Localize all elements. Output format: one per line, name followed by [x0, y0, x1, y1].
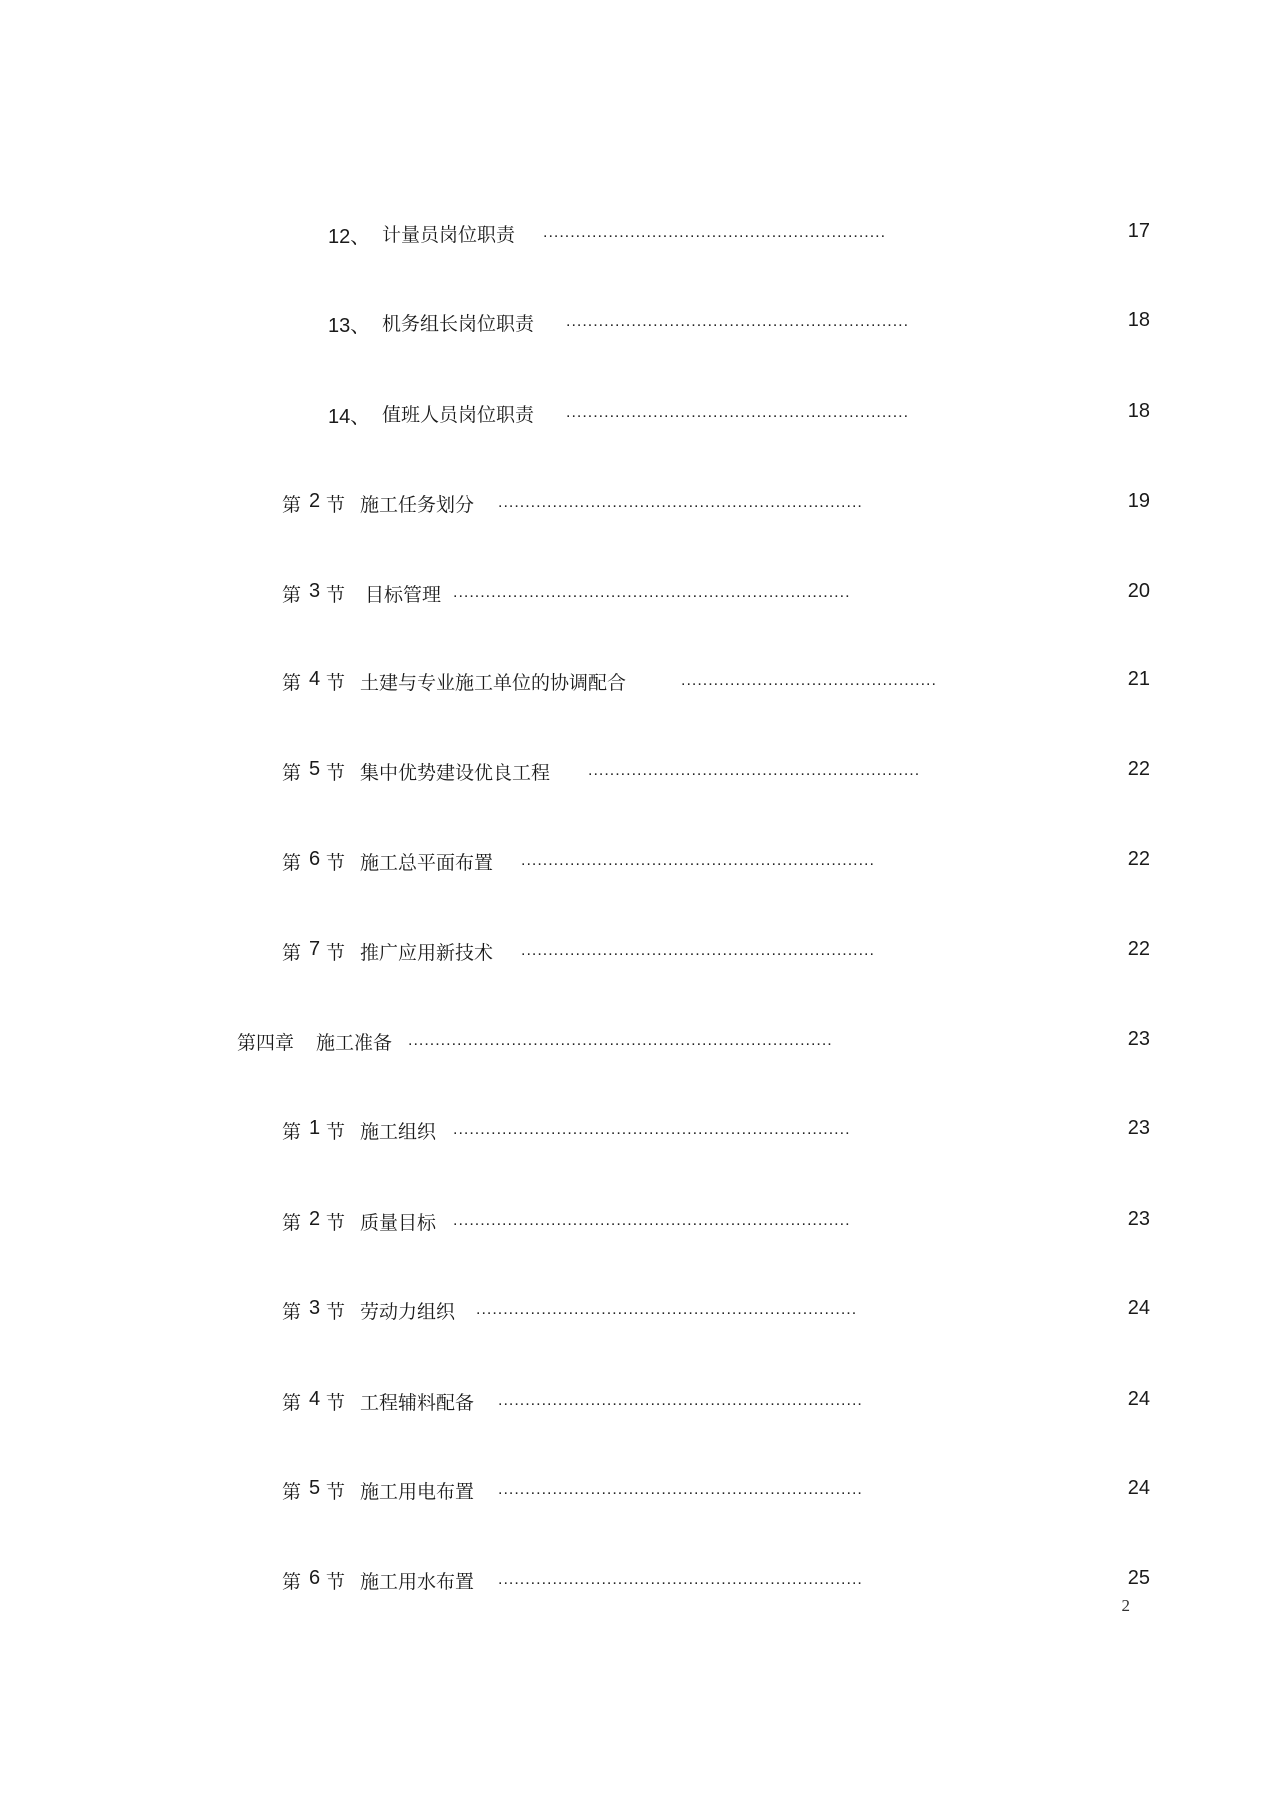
section-suffix: 节: [326, 942, 346, 964]
toc-item[interactable]: [0, 309, 1275, 339]
item-title: 集中优势建设优良工程: [360, 762, 551, 784]
toc-item[interactable]: [0, 848, 1275, 878]
dot-leader: ...............................................................: [543, 224, 887, 241]
section-number: 5: [309, 758, 321, 780]
dot-leader: .........................................................................: [453, 1212, 851, 1229]
dot-leader: ..............................................................................: [408, 1032, 833, 1049]
page-number: 24: [1127, 1297, 1150, 1319]
toc-item[interactable]: [0, 668, 1275, 698]
dot-leader: ...................................................................: [498, 1571, 863, 1588]
item-title: 计量员岗位职责: [382, 224, 516, 246]
toc-item[interactable]: [0, 1208, 1275, 1238]
section-number: 4: [309, 1388, 321, 1410]
item-title: 施工组织: [360, 1121, 437, 1143]
section-number: 6: [309, 1567, 321, 1589]
item-title: 施工任务划分: [360, 494, 475, 516]
page-number: 21: [1127, 668, 1150, 690]
dot-leader: ...................................................................: [498, 1392, 863, 1409]
page-number: 17: [1127, 220, 1150, 242]
section-prefix: 第: [282, 1571, 302, 1593]
item-number: 13、: [328, 315, 371, 337]
dot-leader: ...................................................................: [498, 1481, 863, 1498]
dot-leader: ...............................................: [681, 672, 937, 689]
dot-leader: ......................................................................: [476, 1301, 858, 1318]
page-number: 22: [1127, 758, 1150, 780]
page-number: 22: [1127, 938, 1150, 960]
toc-item[interactable]: [0, 1477, 1275, 1507]
section-number: 2: [309, 1208, 321, 1230]
toc-item[interactable]: [0, 1117, 1275, 1147]
item-title: 施工总平面布置: [360, 852, 494, 874]
page-number: 23: [1127, 1028, 1150, 1050]
item-title: 推广应用新技术: [360, 942, 494, 964]
toc-item[interactable]: [0, 490, 1275, 520]
dot-leader: ...............................................................: [566, 313, 910, 330]
page-number: 25: [1127, 1567, 1150, 1589]
section-prefix: 第: [282, 942, 302, 964]
section-prefix: 第: [282, 762, 302, 784]
item-title: 土建与专业施工单位的协调配合: [360, 672, 627, 694]
chapter-label: 第四章: [237, 1032, 295, 1054]
page-number: 18: [1127, 400, 1150, 422]
dot-leader: .........................................................................: [453, 584, 851, 601]
section-prefix: 第: [282, 494, 302, 516]
dot-leader: ...................................................................: [498, 494, 863, 511]
section-number: 4: [309, 668, 321, 690]
page-number: 24: [1127, 1477, 1150, 1499]
page-number: 18: [1127, 309, 1150, 331]
toc-item[interactable]: [0, 400, 1275, 430]
section-prefix: 第: [282, 584, 302, 606]
dot-leader: .................................................................: [521, 852, 875, 869]
page-number: 23: [1127, 1117, 1150, 1139]
toc-item[interactable]: [0, 1297, 1275, 1327]
page-number: 23: [1127, 1208, 1150, 1230]
section-prefix: 第: [282, 1392, 302, 1414]
section-prefix: 第: [282, 1481, 302, 1503]
section-suffix: 节: [326, 1481, 346, 1503]
section-suffix: 节: [326, 1571, 346, 1593]
dot-leader: .............................................................: [588, 762, 921, 779]
section-number: 6: [309, 848, 321, 870]
section-suffix: 节: [326, 1212, 346, 1234]
section-suffix: 节: [326, 1121, 346, 1143]
item-title: 目标管理: [365, 584, 442, 606]
toc-item[interactable]: [0, 758, 1275, 788]
item-number: 14、: [328, 406, 371, 428]
item-title: 施工用水布置: [360, 1571, 475, 1593]
item-title: 值班人员岗位职责: [382, 404, 535, 426]
section-number: 3: [309, 1297, 321, 1319]
section-suffix: 节: [326, 852, 346, 874]
section-suffix: 节: [326, 762, 346, 784]
section-suffix: 节: [326, 1392, 346, 1414]
toc-item[interactable]: [0, 220, 1275, 250]
section-number: 5: [309, 1477, 321, 1499]
section-number: 7: [309, 938, 321, 960]
page-number: 19: [1127, 490, 1150, 512]
toc-item[interactable]: [0, 938, 1275, 968]
section-suffix: 节: [326, 672, 346, 694]
section-suffix: 节: [326, 1301, 346, 1323]
section-prefix: 第: [282, 672, 302, 694]
section-number: 2: [309, 490, 321, 512]
item-title: 机务组长岗位职责: [382, 313, 535, 335]
toc-item[interactable]: [0, 580, 1275, 610]
section-prefix: 第: [282, 1212, 302, 1234]
item-title: 工程辅料配备: [360, 1392, 475, 1414]
toc-item[interactable]: [0, 1388, 1275, 1418]
section-number: 1: [309, 1117, 321, 1139]
page-number: 20: [1127, 580, 1150, 602]
dot-leader: ...............................................................: [566, 404, 910, 421]
page-number: 22: [1127, 848, 1150, 870]
dot-leader: .................................................................: [521, 942, 875, 959]
page-number: 24: [1127, 1388, 1150, 1410]
section-number: 3: [309, 580, 321, 602]
toc-item[interactable]: [0, 1567, 1275, 1597]
section-suffix: 节: [326, 494, 346, 516]
section-suffix: 节: [326, 584, 346, 606]
item-title: 质量目标: [360, 1212, 437, 1234]
section-prefix: 第: [282, 1121, 302, 1143]
footer-page-number: 2: [1121, 1596, 1130, 1615]
dot-leader: .........................................................................: [453, 1121, 851, 1138]
section-prefix: 第: [282, 1301, 302, 1323]
item-title: 施工用电布置: [360, 1481, 475, 1503]
item-number: 12、: [328, 226, 371, 248]
section-prefix: 第: [282, 852, 302, 874]
toc-chapter[interactable]: [0, 1028, 1275, 1058]
item-title: 施工准备: [316, 1032, 393, 1054]
item-title: 劳动力组织: [360, 1301, 456, 1323]
